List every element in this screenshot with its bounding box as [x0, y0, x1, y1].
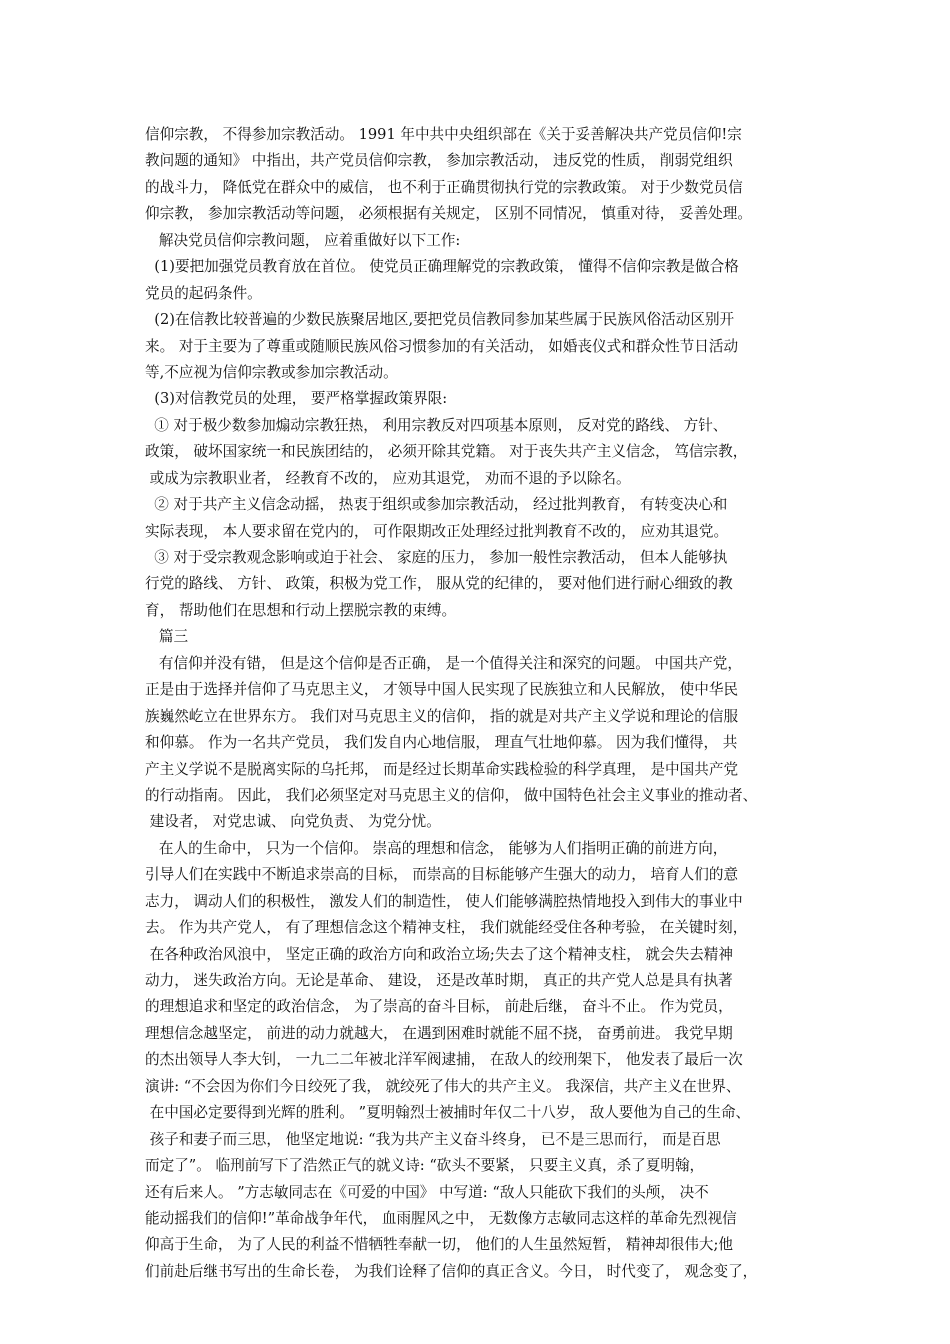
text-line: 仰宗教， 参加宗教活动等问题， 必须根据有关规定， 区别不同情况， 慎重对待， 妥善处理。: [145, 205, 752, 223]
text-line: 族巍然屹立在世界东方。 我们对马克思主义的信仰， 指的就是对共产主义学说和理论的信服: [145, 707, 739, 725]
text-line: 演讲: “不会因为你们今日绞死了我， 就绞死了伟大的共产主义。 我深信，共产主义在世界、: [145, 1077, 741, 1095]
text-line: 正是由于选择并信仰了马克思主义， 才领导中国人民实现了民族独立和人民解放， 使中华民: [145, 681, 739, 699]
text-line: 行党的路线、 方针、 政策，积极为党工作， 服从党的纪律的， 要对他们进行耐心细致的教: [145, 575, 733, 593]
text-line: ③ 对于受宗教观念影响或迫于社会、 家庭的压力， 参加一般性宗教活动， 但本人能够执: [145, 549, 728, 566]
text-line: (1)要把加强党员教育放在首位。 使党员正确理解党的宗教政策， 懂得不信仰宗教是做合格: [145, 258, 739, 276]
text-line: 解决党员信仰宗教问题， 应着重做好以下工作:: [145, 231, 461, 249]
text-line: 动力， 迷失政治方向。无论是革命、 建设， 还是改革时期， 真正的共产党人总是具有执著: [145, 972, 733, 989]
text-line: 教问题的通知》 中指出，共产党员信仰宗教， 参加宗教活动， 违反党的性质， 削弱党组织: [145, 152, 733, 170]
text-line: 的战斗力， 降低党在群众中的威信， 也不利于正确贯彻执行党的宗教政策。 对于少数党员信: [145, 178, 743, 196]
text-line: 育， 帮助他们在思想和行动上摆脱宗教的束缚。: [145, 601, 457, 619]
text-line: 的理想追求和坚定的政治信念， 为了崇高的奋斗目标， 前赴后继， 奋斗不止。 作为党员，: [145, 998, 733, 1016]
text-line: 能动摇我们的信仰!”革命战争年代， 血雨腥风之中， 无数像方志敏同志这样的革命先烈视信: [145, 1209, 737, 1227]
text-line: 产主义学说不是脱离实际的乌托邦， 而是经过长期革命实践检验的科学真理， 是中国共产党: [145, 760, 739, 778]
text-line: 的杰出领导人李大钊， 一九二二年被北洋军阀逮捕， 在敌人的绞刑架下， 他发表了最后一次: [145, 1051, 743, 1069]
text-line: 在人的生命中， 只为一个信仰。 崇高的理想和信念， 能够为人们指明正确的前进方向，: [145, 839, 728, 857]
text-line: 志力， 调动人们的积极性， 激发人们的制造性， 使人们能够满腔热情地投入到伟大的事业中: [145, 892, 743, 910]
text-line: 仰高于生命， 为了人民的利益不惜牺牲奉献一切， 他们的人生虽然短暂， 精神却很伟大;他: [145, 1236, 733, 1254]
text-line: 去。 作为共产党人， 有了理想信念这个精神支柱， 我们就能经受住各种考验， 在关键时刻，: [145, 919, 748, 937]
text-line: 党员的起码条件。: [145, 284, 262, 302]
text-line: 信仰宗教， 不得参加宗教活动。 1991 年中共中央组织部在《关于妥善解决共产党员信仰!宗: [145, 126, 742, 143]
text-line: 孩子和妻子而三思， 他坚定地说: “我为共产主义奋斗终身， 已不是三思而行， 而是百思: [145, 1130, 721, 1148]
text-line: 有信仰并没有错， 但是这个信仰是否正确， 是一个值得关注和深究的问题。 中国共产党，: [145, 654, 742, 672]
text-line: 篇三: [145, 628, 189, 646]
text-line: 政策， 破坏国家统一和民族团结的， 必须开除其党籍。 对于丧失共产主义信念， 笃信宗教，: [145, 443, 748, 461]
text-line: 在各种政治风浪中， 坚定正确的政治方向和政治立场;失去了这个精神支柱， 就会失去精神: [145, 945, 733, 963]
text-line: 引导人们在实践中不断追求崇高的目标， 而崇高的目标能够产生强大的动力， 培育人们的意: [145, 866, 739, 884]
text-line: 实际表现， 本人要求留在党内的， 可作限期改正处理经过批判教育不改的， 应劝其退党。: [145, 522, 729, 540]
text-line: 和仰慕。 作为一名共产党员， 我们发自内心地信服， 理直气壮地仰慕。 因为我们懂得， 共: [145, 734, 738, 752]
text-line: 来。 对于主要为了尊重或随顺民族风俗习惯参加的有关活动， 如婚丧仪式和群众性节日活动: [145, 337, 739, 355]
text-line: ① 对于极少数参加煽动宗教狂热， 利用宗教反对四项基本原则， 反对党的路线、 方针、: [145, 416, 728, 434]
text-line: (2)在信教比较普遍的少数民族聚居地区,要把党员信教同参加某些属于民族风俗活动区别开: [145, 311, 735, 329]
text-line: (3)对信教党员的处理， 要严格掌握政策界限:: [145, 390, 448, 408]
text-line: 而定了”。 临刑前写下了浩然正气的就义诗: “砍头不要紧， 只要主义真，杀了夏明翰，: [145, 1157, 705, 1175]
text-line: ② 对于共产主义信念动摇， 热衷于组织或参加宗教活动， 经过批判教育， 有转变决心和: [145, 496, 728, 514]
text-line: 还有后来人。 ”方志敏同志在《可爱的中国》 中写道: “敌人只能砍下我们的头颅， 决不: [145, 1183, 709, 1201]
text-line: 的行动指南。 因此， 我们必须坚定对马克思主义的信仰， 做中国特色社会主义事业的推动者、: [145, 786, 758, 804]
text-line: 等,不应视为信仰宗教或参加宗教活动。: [145, 363, 398, 381]
text-line: 建设者， 对党忠诚、 向党负责、 为党分忧。: [145, 813, 441, 831]
text-line: 在中国必定要得到光辉的胜利。 ”夏明翰烈士被捕时年仅二十八岁， 敌人要他为自己的生命、: [145, 1104, 751, 1122]
text-line: 或成为宗教职业者， 经教育不改的， 应劝其退党， 劝而不退的予以除名。: [145, 469, 631, 487]
document-body: [145, 122, 825, 1285]
text-line: 们前赴后继书写出的生命长卷， 为我们诠释了信仰的真正含义。今日， 时代变了， 观念变了，: [145, 1262, 758, 1280]
text-line: 理想信念越坚定， 前进的动力就越大， 在遇到困难时就能不屈不挠， 奋勇前进。 我党早期: [145, 1024, 733, 1042]
